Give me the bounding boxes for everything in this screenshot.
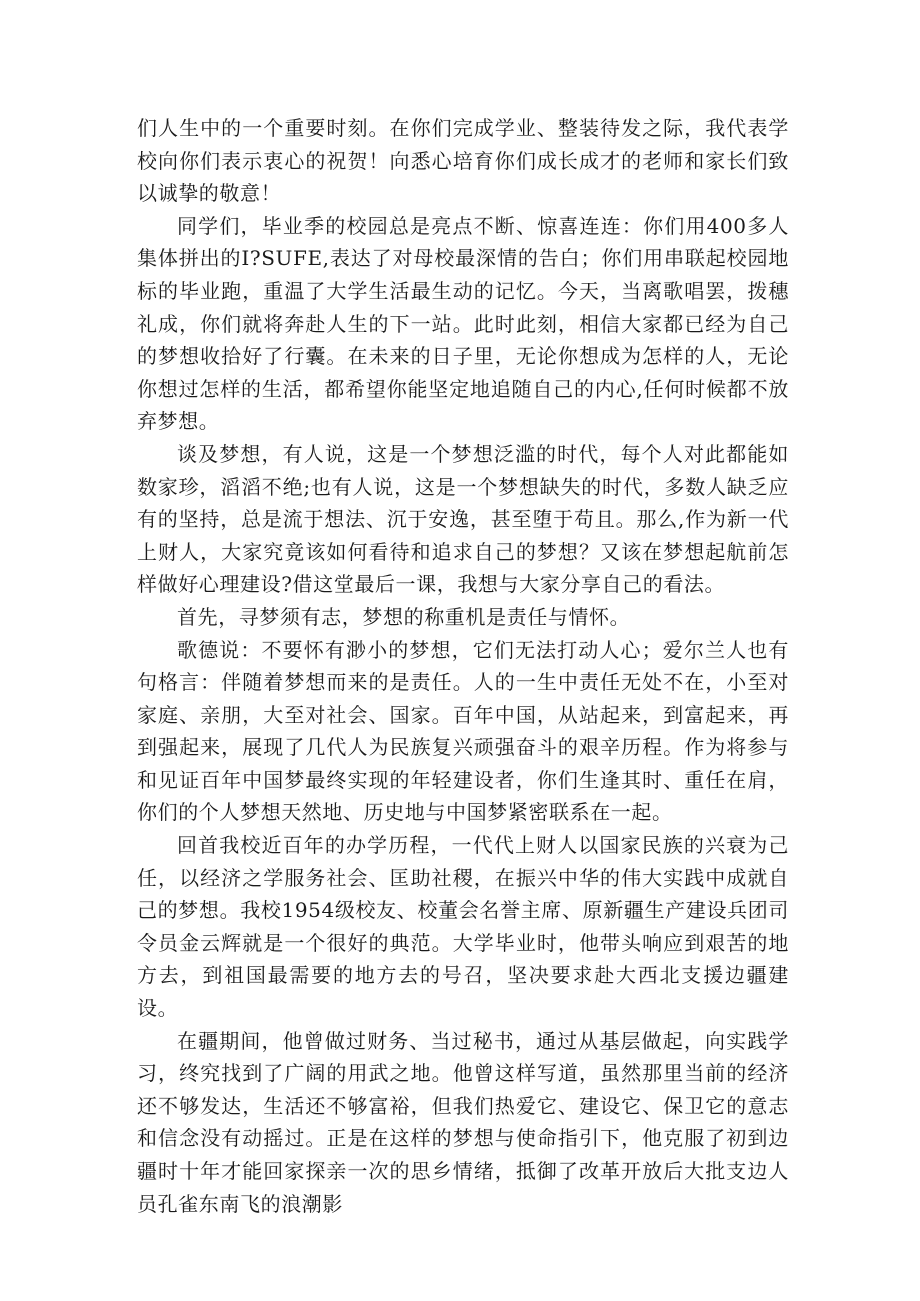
paragraph-graduation-season: 同学们，毕业季的校园总是亮点不断、惊喜连连：你们用400多人集体拼出的I?SUFE,表达了对母校最深情的告白；你们用串联起校园地标的毕业跑，重温了大学生活最生动的记忆。今天，当离歌唱罢，拨穗礼成，你们就将奔赴人生的下一站。此时此刻，相信大家都已经为自己的梦想收拾好了行囊。在未来的日子里，无论你想成为怎样的人，无论你想过怎样的生活，都希望你能坚定地追随自己的内心,任何时候都不放弃梦想。	[137, 213, 789, 434]
paragraph-talking-dreams: 谈及梦想，有人说，这是一个梦想泛滥的时代，每个人对此都能如数家珍，滔滔不绝;也有人说，这是一个梦想缺失的时代，多数人缺乏应有的坚持，总是流于想法、沉于安逸，甚至堕于苟且。那么,作为新一代上财人，大家究竟该如何看待和追求自己的梦想？又该在梦想起航前怎样做好心理建设?借这堂最后一课，我想与大家分享自己的看法。	[137, 441, 789, 597]
paragraph-xinjiang: 在疆期间，他曾做过财务、当过秘书，通过从基层做起，向实践学习，终究找到了广阔的用武之地。他曾这样写道，虽然那里当前的经济还不够发达，生活还不够富裕，但我们热爱它、建设它、保卫它的意志和信念没有动摇过。正是在这样的梦想与使命指引下，他克服了初到边疆时十年才能回家探亲一次的思乡情绪，抵御了改革开放后大批支边人员孔雀东南飞的浪潮影	[137, 1028, 789, 1216]
paragraph-first-point: 首先，寻梦须有志，梦想的称重机是责任与情怀。	[177, 604, 631, 629]
paragraph-goethe: 歌德说：不要怀有渺小的梦想，它们无法打动人心；爱尔兰人也有句格言：伴随着梦想而来的是责任。人的一生中责任无处不在，小至对家庭、亲朋，大至对社会、国家。百年中国，从站起来，到富起来，再到强起来，展现了几代人为民族复兴顽强奋斗的艰辛历程。作为将参与和见证百年中国梦最终实现的年轻建设者，你们生逢其时、重任在肩，你们的个人梦想天然地、历史地与中国梦紧密联系在一起。	[137, 637, 789, 825]
paragraph-continuation: 们人生中的一个重要时刻。在你们完成学业、整装待发之际，我代表学校向你们表示衷心的祝贺！向悉心培育你们成长成才的老师和家长们致以诚挚的敬意！	[137, 116, 789, 206]
paragraph-school-history: 回首我校近百年的办学历程，一代代上财人以国家民族的兴衰为己任，以经济之学服务社会、匡助社稷，在振兴中华的伟大实践中成就自己的梦想。我校1954级校友、校董会名誉主席、原新疆生产建设兵团司令员金云辉就是一个很好的典范。大学毕业时，他带头响应到艰苦的地方去，到祖国最需要的地方去的号召，坚决要求赴大西北支援边疆建设。	[137, 833, 789, 1021]
speech-body	[137, 112, 789, 1220]
